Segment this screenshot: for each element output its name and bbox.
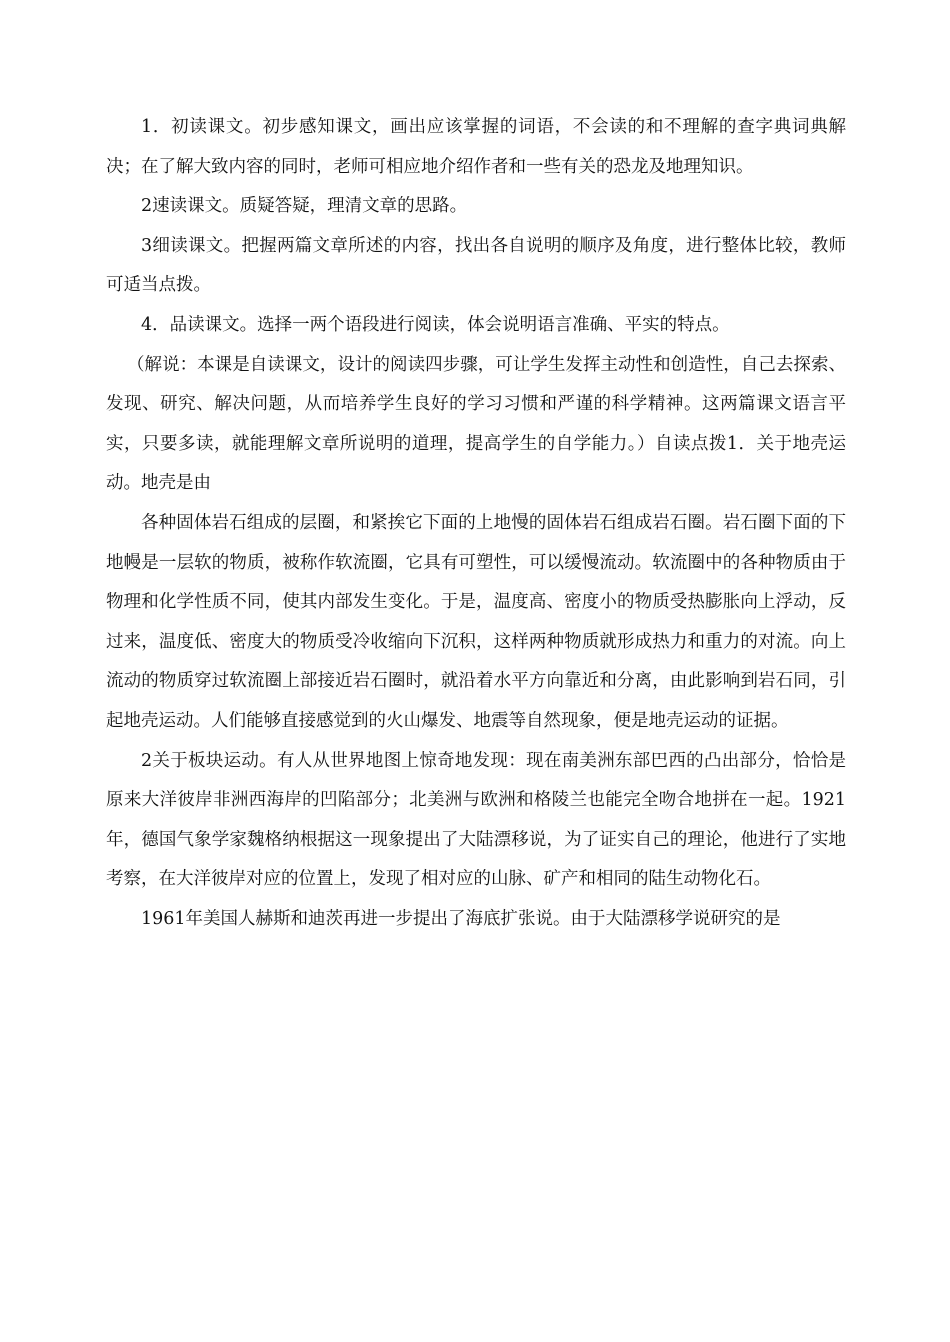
step-4-paragraph: 4．品读课文。选择一两个语段进行阅读，体会说明语言准确、平实的特点。: [141, 314, 730, 335]
document-page: [106, 108, 846, 939]
step-3-paragraph: 3细读课文。把握两篇文章所述的内容，找出各自说明的顺序及角度，进行整体比较，教师可适当点拨。: [106, 235, 846, 296]
seafloor-spreading-paragraph: 1961年美国人赫斯和迪茨再进一步提出了海底扩张说。由于大陆漂移学说研究的是: [141, 908, 781, 929]
crust-movement-paragraph: 各种固体岩石组成的层圈，和紧挨它下面的上地慢的固体岩石组成岩石圈。岩石圈下面的下地幔是一层软的物质，被称作软流圈，它具有可塑性，可以缓慢流动。软流圈中的各种物质由于物理和化学性质不同，使其内部发生变化。于是，温度高、密度小的物质受热膨胀向上浮动，反过来，温度低、密度大的物质受冷收缩向下沉积，这样两种物质就形成热力和重力的对流。向上流动的物质穿过软流圈上部接近岩石圈时，就沿着水平方向靠近和分离，由此影响到岩石同，引起地壳运动。人们能够直接感觉到的火山爆发、地震等自然现象，便是地壳运动的证据。: [106, 512, 846, 731]
step-2-paragraph: 2速读课文。质疑答疑，理清文章的思路。: [141, 196, 468, 217]
explanation-paragraph: （解说：本课是自读课文，设计的阅读四步骤，可让学生发挥主动性和创造性，自己去探索、发现、研究、解决问题，从而培养学生良好的学习习惯和严谨的科学精神。这两篇课文语言平实，只要多读，就能理解文章所说明的道理，提高学生的自学能力。）自读点拨1．关于地壳运动。地壳是由: [106, 354, 846, 494]
plate-movement-paragraph: 2关于板块运动。有人从世界地图上惊奇地发现：现在南美洲东部巴西的凸出部分，恰恰是原来大洋彼岸非洲西海岸的凹陷部分；北美洲与欧洲和格陵兰也能完全吻合地拼在一起。1921年，德国气象学家魏格纳根据这一现象提出了大陆漂移说，为了证实自己的理论，他进行了实地考察，在大洋彼岸对应的位置上，发现了相对应的山脉、矿产和相同的陆生动物化石。: [106, 750, 846, 890]
step-1-paragraph: 1．初读课文。初步感知课文，画出应该掌握的词语，不会读的和不理解的查字典词典解决；在了解大致内容的同时，老师可相应地介绍作者和一些有关的恐龙及地理知识。: [106, 117, 846, 177]
